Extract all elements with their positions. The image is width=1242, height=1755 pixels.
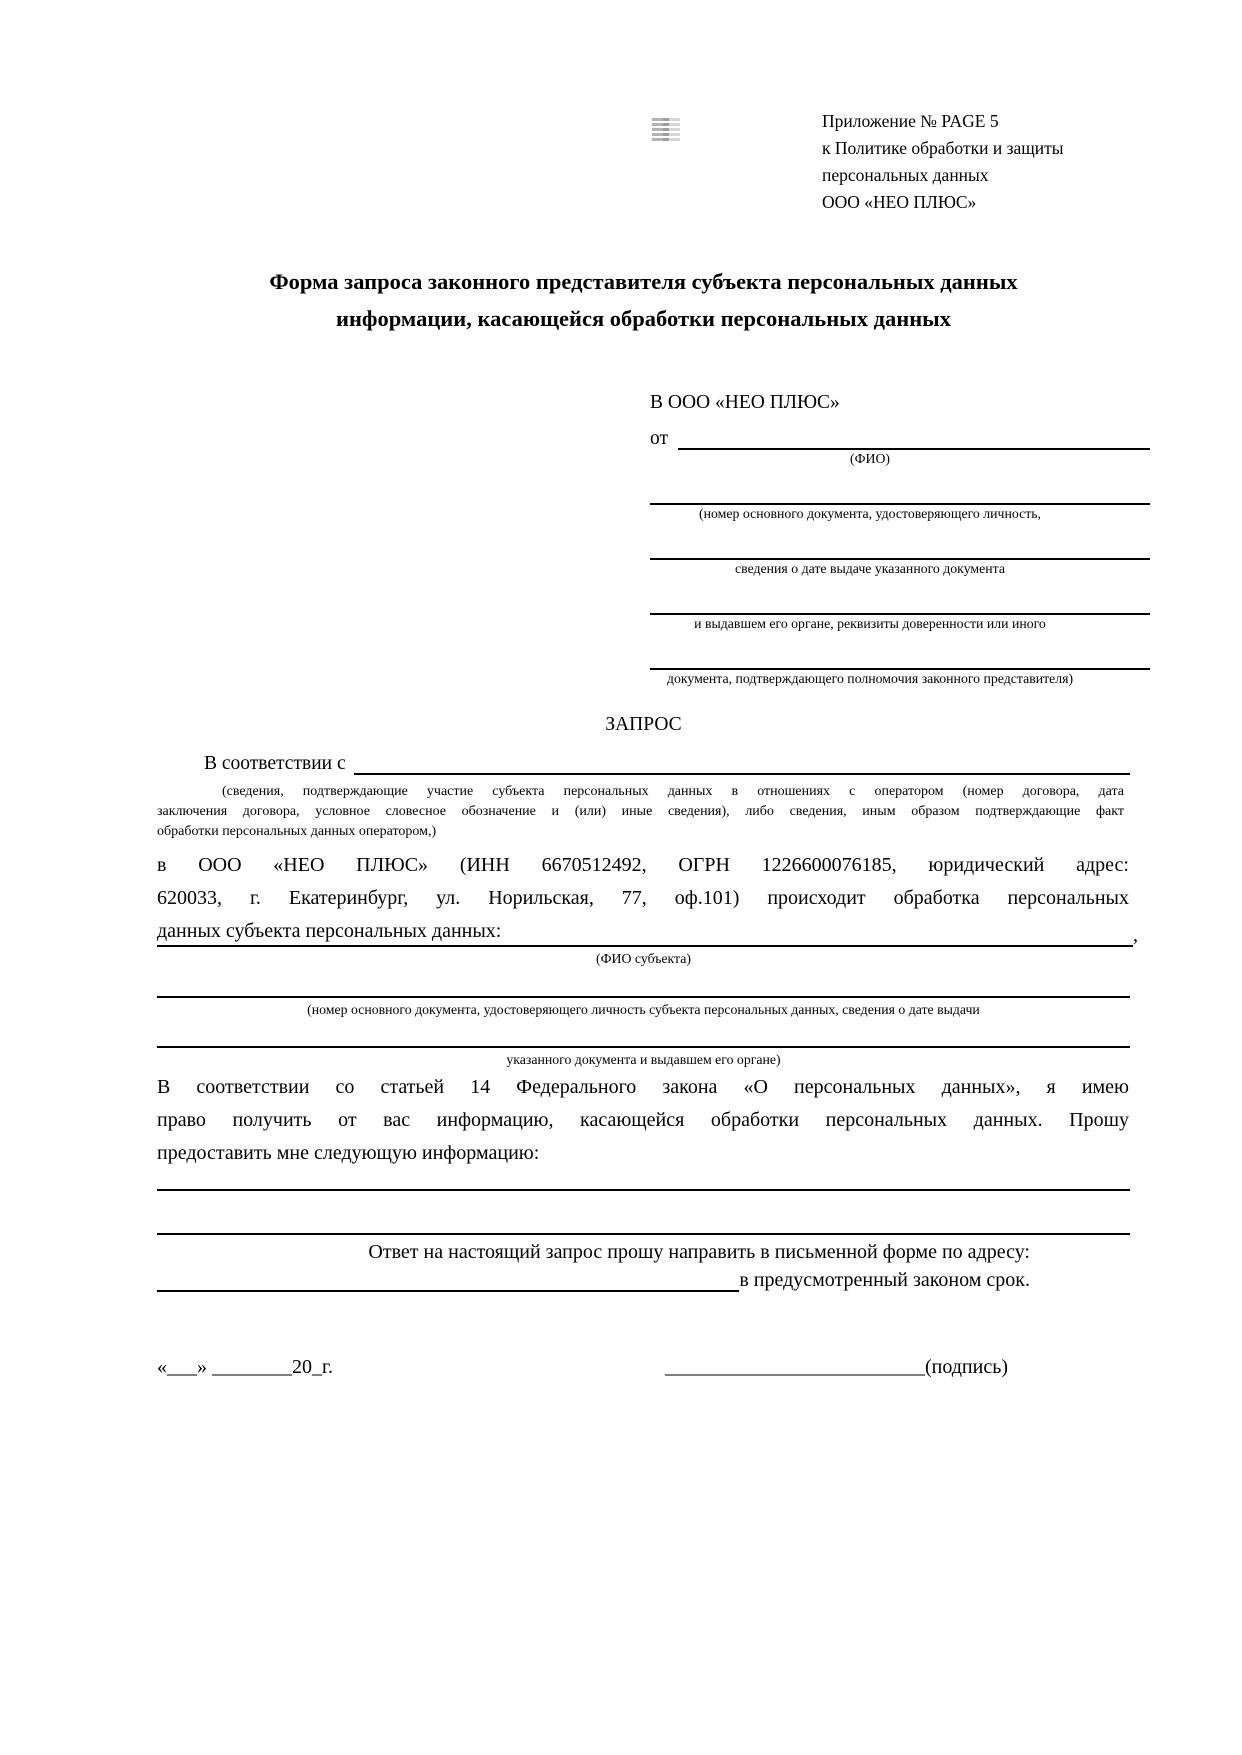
signature-footer — [157, 1356, 1130, 1379]
fill-in-caption-subject-fio: (ФИО субъекта) — [596, 951, 691, 966]
blank-line — [650, 522, 1150, 560]
operator-paragraph-line: в ООО «НЕО ПЛЮС» (ИНН 6670512492, ОГРН 1226600076185, юридический адрес: — [157, 854, 1129, 876]
operator-paragraph-line: 620033, г. Екатеринбург, ул. Норильская, 77, оф.101) происходит обработка персональных — [157, 887, 1129, 909]
appendix-header-line: ООО «НЕО ПЛЮС» — [822, 192, 977, 212]
small-print-line: обработки персональных данных оператором,) — [157, 824, 437, 839]
appendix-header-line: Приложение № PAGE 5 — [822, 111, 999, 131]
from-fill-in-line — [650, 424, 1150, 450]
information-fill-in-line — [157, 1163, 1130, 1191]
fill-in-caption-authority-doc: документа, подтверждающего полномочия законного представителя) — [666, 671, 1074, 686]
embedded-image-placeholder-icon — [652, 118, 680, 142]
appendix-header-block — [822, 108, 1064, 216]
reply-suffix: в предусмотренный законом срок. — [739, 1269, 1030, 1291]
small-print-line: (сведения, подтверждающие участие субъекта персональных данных в отношениях с оператором (номер договора, дата — [222, 784, 1124, 799]
fill-in-caption-issuer: и выдавшем его органе, реквизиты доверенности или иного — [694, 616, 1046, 631]
blank-line — [650, 577, 1150, 615]
law-paragraph-line: предоставить мне следующую информацию: — [157, 1142, 540, 1164]
document-title-line: Форма запроса законного представителя субъекта персональных данных — [269, 269, 1018, 294]
blank-line — [157, 996, 1130, 998]
appendix-header-line: персональных данных — [822, 165, 989, 185]
subject-fio-fill-in-line — [157, 918, 1138, 947]
from-prefix: от — [650, 428, 669, 449]
information-fill-in-line — [157, 1207, 1130, 1235]
small-print-line: заключения договора, условное словесное обозначение и (или) иные сведения), либо сведения, иным образом подтверждающие факт — [157, 804, 1124, 819]
date-fill-in: «___» ________20_г. — [157, 1356, 333, 1378]
addressee-block — [650, 392, 1150, 687]
fill-in-caption-subject-doc: (номер основного документа, удостоверяющего личность субъекта персональных данных, сведения о дате выдачи — [307, 1002, 980, 1017]
appendix-header-line: к Политике обработки и защиты — [822, 138, 1064, 158]
reply-address-sentence: Ответ на настоящий запрос прошу направить в письменной форме по адресу: — [368, 1241, 1030, 1263]
small-print-note — [157, 782, 1124, 842]
fill-in-caption-subject-issuer: указанного документа и выдавшем его органе) — [506, 1052, 781, 1067]
blank-line — [157, 1290, 739, 1292]
law-paragraph-line: В соответствии со статьей 14 Федерального закона «О персональных данных», я имею — [157, 1076, 1129, 1098]
accordance-prefix: В соответствии с — [204, 753, 346, 774]
trailing-comma: , — [1133, 925, 1138, 946]
document-title-line: информации, касающейся обработки персональных данных — [336, 306, 951, 331]
subject-doc-fill-in-line — [157, 969, 1130, 998]
blank-line — [650, 467, 1150, 505]
blank-line — [157, 1233, 1130, 1235]
blank-line — [157, 1046, 1130, 1048]
law-paragraph-line: право получить от вас информацию, касающейся обработки персональных данных. Прошу — [157, 1109, 1129, 1131]
blank-line — [678, 448, 1150, 450]
subject-issuer-fill-in-line — [157, 1020, 1130, 1048]
document-title — [157, 263, 1130, 337]
signature-fill-in: __________________________(подпись) — [664, 1356, 1008, 1378]
blank-line — [354, 773, 1130, 775]
blank-line — [650, 632, 1150, 670]
blank-line — [157, 1189, 1130, 1191]
fill-in-caption-doc-number: (номер основного документа, удостоверяющего личность, — [699, 506, 1041, 521]
operator-paragraph-line: данных субъекта персональных данных: — [157, 920, 502, 942]
fill-in-caption-fio: (ФИО) — [849, 451, 891, 466]
request-heading: ЗАПРОС — [605, 714, 682, 735]
addressee-to-line: В ООО «НЕО ПЛЮС» — [650, 392, 840, 413]
accordance-fill-in-line — [157, 746, 1130, 775]
fill-in-caption-issue-date: сведения о дате выдаче указанного документа — [735, 561, 1005, 576]
blank-line — [157, 945, 1133, 947]
reply-address-fill-in-line — [157, 1264, 1030, 1292]
law-paragraph — [157, 1071, 1129, 1170]
